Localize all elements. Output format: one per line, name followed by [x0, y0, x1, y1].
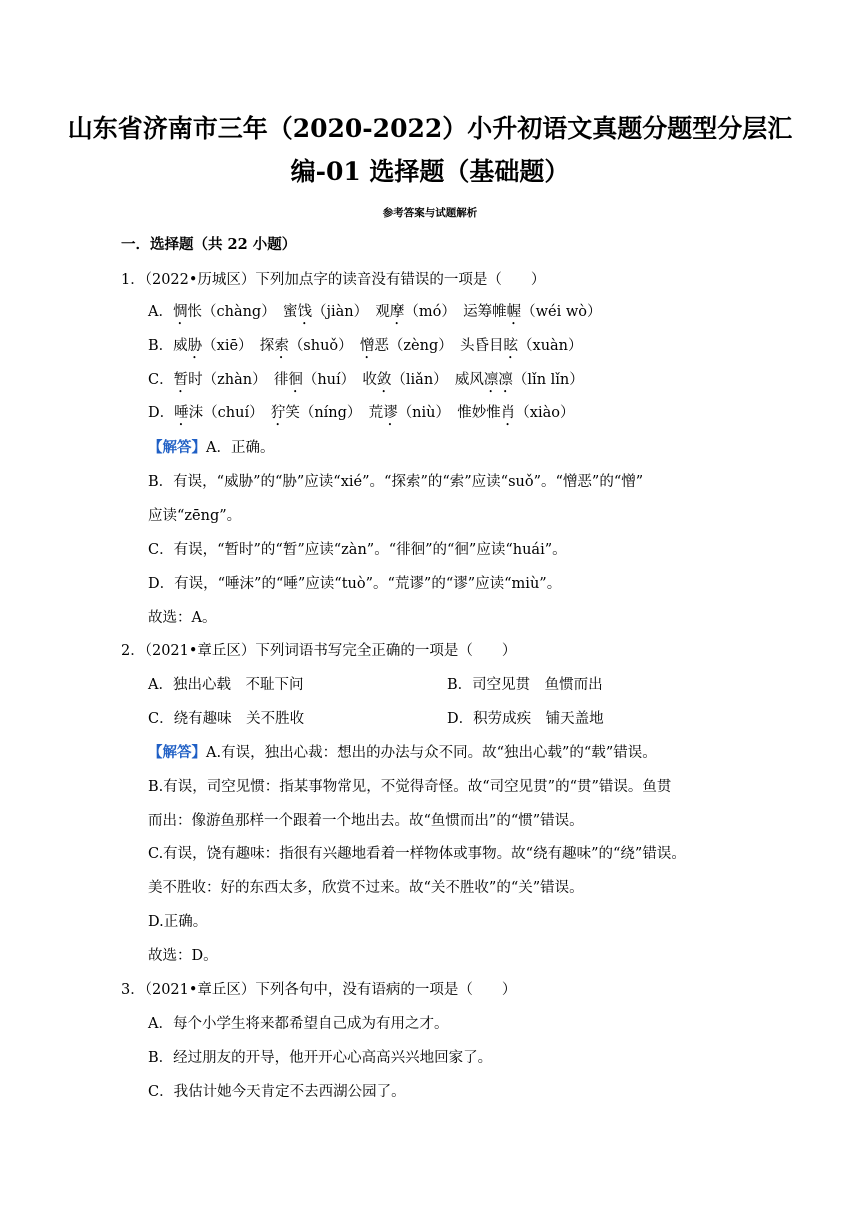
- dotted-char: 饯: [297, 304, 312, 320]
- question-1-answer-line-3: 应读“zēng”。: [148, 508, 242, 524]
- dotted-char: 暂: [173, 372, 189, 388]
- question-2-answer-line-5: 美不胜收：好的东西太多，欣赏不过来。故“关不胜收”的“关”错误。: [148, 880, 584, 896]
- question-1-option-c: [148, 370, 584, 396]
- question-2-stem: 2．（2021•章丘区）下列词语书写完全正确的一项是（ ）: [121, 643, 517, 659]
- question-2-answer-line-7: 故选：D。: [148, 948, 218, 964]
- dotted-char: 谬: [383, 405, 398, 421]
- question-2-answer-line-6: D.正确。: [148, 914, 208, 930]
- question-2-option-c: C．绕有趣味 关不胜收: [148, 711, 305, 727]
- question-2-option-b: B．司空见贯 鱼惯而出: [447, 677, 603, 693]
- document-title-line-2: 编-01 选择题（基础题）: [290, 157, 570, 186]
- dotted-char: 徊: [288, 372, 303, 388]
- option-text: D．: [148, 405, 175, 421]
- dotted-char: 敛: [376, 372, 392, 388]
- dotted-char: 肖: [500, 405, 516, 421]
- question-2-option-a: A．独出心载 不耻下问: [148, 677, 304, 693]
- question-2-answer-line-2: B.有误，司空见惯：指某事物常见，不觉得奇怪。故“司空见贯”的“贯”错误。鱼贯: [148, 779, 672, 795]
- answer-tag: 【解答】: [148, 744, 206, 761]
- answer-tag: 【解答】: [148, 439, 206, 456]
- option-text: 恶（zèng） 头昏目: [374, 338, 504, 354]
- question-1-option-d: [148, 403, 574, 429]
- question-3-option-a: A．每个小学生将来都希望自己成为有用之才。: [148, 1016, 449, 1032]
- dotted-char: 索: [274, 338, 289, 354]
- dotted-char: 狞: [270, 405, 286, 421]
- question-1-option-a: [148, 302, 601, 328]
- option-text: （lǐn lǐn）: [512, 372, 584, 388]
- dotted-char: 摩: [389, 304, 405, 320]
- option-text: 笑（níng） 荒: [285, 405, 384, 421]
- option-text: A．: [148, 304, 173, 320]
- option-text: （niù） 惟妙惟: [397, 405, 501, 421]
- option-text: 怅（chàng） 蜜: [187, 304, 298, 320]
- dotted-char: 唾: [174, 405, 189, 421]
- option-text: （xiào）: [515, 405, 575, 421]
- question-1-answer-line-5: D．有误，“唾沫”的“唾”应读“tuò”。“荒谬”的“谬”应读“miù”。: [148, 576, 562, 592]
- option-text: B．威: [148, 338, 188, 354]
- answer-text: A.有误，独出心裁：想出的办法与众不同。故“独出心载”的“载”错误。: [206, 745, 657, 761]
- question-1-answer-line-2: B．有误，“威胁”的“胁”应读“xié”。“探索”的“索”应读“suǒ”。“憎恶”的“憎”: [148, 474, 644, 490]
- question-1-answer-line-6: 故选：A。: [148, 610, 217, 626]
- dotted-char: 胁: [187, 338, 203, 354]
- question-1-answer-line-4: C．有误，“暂时”的“暂”应读“zàn”。“徘徊”的“徊”应读“huái”。: [148, 542, 567, 558]
- option-text: （mó） 运筹帷: [404, 304, 507, 320]
- question-2-option-d: D．积劳成疾 铺天盖地: [447, 711, 604, 727]
- dotted-char: 幄: [506, 304, 522, 320]
- option-text: C．: [148, 372, 174, 388]
- option-text: （xiē） 探: [202, 338, 275, 354]
- option-text: （jiàn） 观: [311, 304, 390, 320]
- dotted-char: 眩: [503, 338, 519, 354]
- dotted-char: 惆: [172, 304, 188, 320]
- document-title-line-1: 山东省济南市三年（2020-2022）小升初语文真题分题型分层汇: [67, 114, 793, 143]
- option-text: （wéi wò）: [521, 304, 602, 320]
- document-subtitle: 参考答案与试题解析: [382, 207, 478, 219]
- question-3-option-b: B．经过朋友的开导，他开开心心高高兴兴地回家了。: [148, 1050, 493, 1066]
- question-1-answer-line-1: [148, 438, 274, 458]
- answer-text: A．正确。: [206, 440, 275, 456]
- dotted-char: 凛凛: [483, 372, 513, 388]
- option-text: （huí） 收: [302, 372, 377, 388]
- question-1-stem: 1．（2022•历城区）下列加点字的读音没有错误的一项是（ ）: [121, 272, 546, 288]
- section-heading: 一．选择题（共 22 小题）: [121, 236, 297, 253]
- option-text: 时（zhàn） 徘: [188, 372, 289, 388]
- question-3-stem: 3．（2021•章丘区）下列各句中，没有语病的一项是（ ）: [121, 982, 517, 998]
- option-text: 沫（chuí）: [188, 405, 271, 421]
- option-text: （shuǒ）: [288, 338, 360, 354]
- dotted-char: 憎: [359, 338, 375, 354]
- question-1-option-b: [148, 336, 583, 362]
- question-3-option-c: C．我估计她今天肯定不去西湖公园了。: [148, 1084, 406, 1100]
- option-text: （xuàn）: [518, 338, 583, 354]
- question-2-answer-line-3: 而出：像游鱼那样一个跟着一个地出去。故“鱼惯而出”的“惯”错误。: [148, 813, 584, 829]
- question-2-answer-line-1: [148, 743, 657, 763]
- question-2-answer-line-4: C.有误，饶有趣味：指很有兴趣地看着一样物体或事物。故“绕有趣味”的“绕”错误。: [148, 846, 686, 862]
- option-text: （liǎn） 威风: [391, 372, 484, 388]
